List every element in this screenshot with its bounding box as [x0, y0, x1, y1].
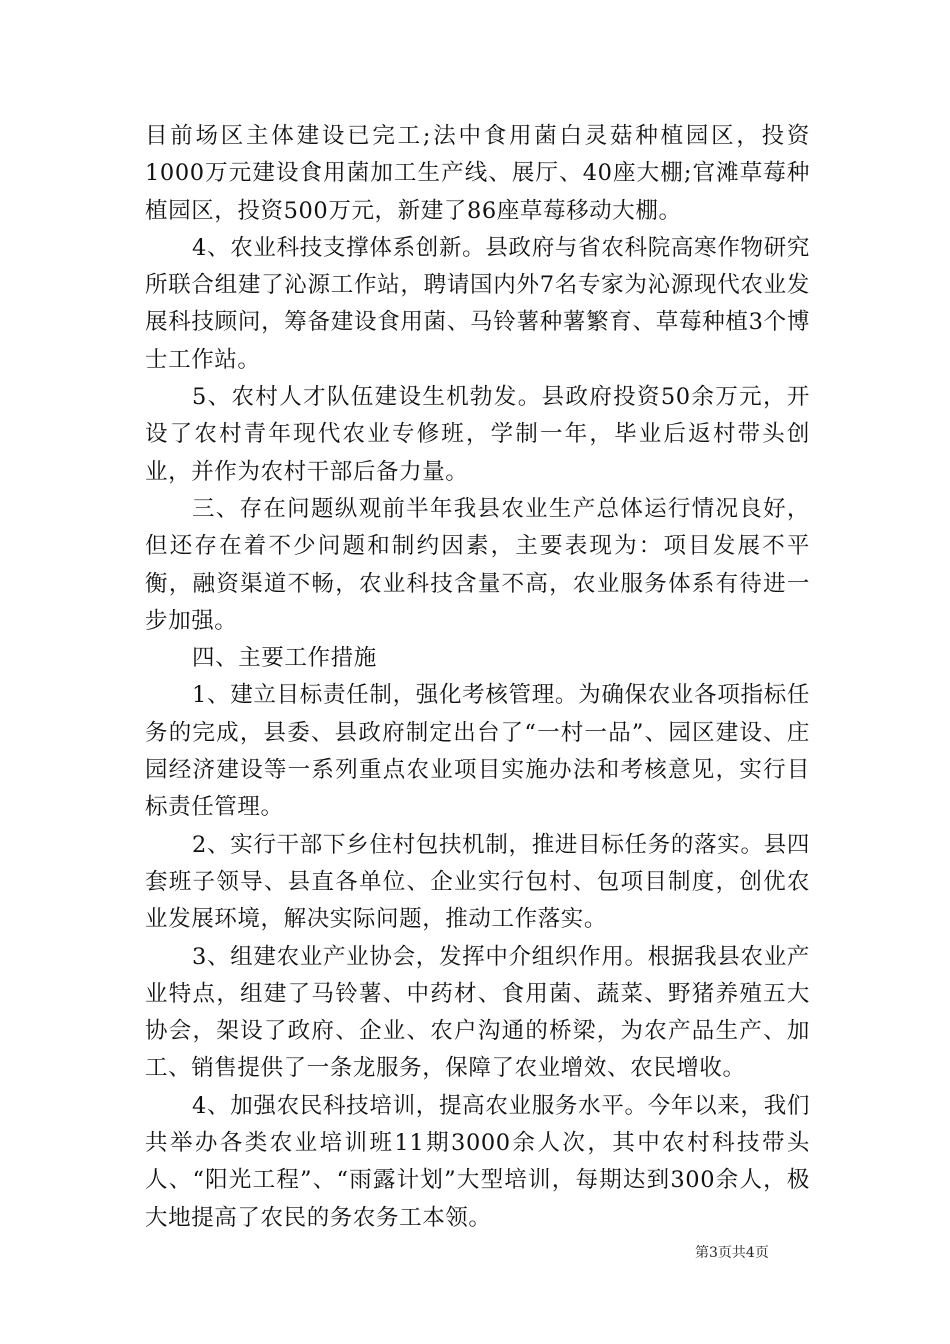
paragraph-continued-investment: 目前场区主体建设已完工;法中食用菌白灵菇种植园区，投资1000万元建设食用菌加工生产线、展厅、40座大棚;官滩草莓种植园区，投资500万元，新建了86座草莓移动大棚。 [145, 123, 810, 224]
page-number-footer: 第3页共4页 [695, 1245, 769, 1261]
paragraph-talent-team: 5、农村人才队伍建设生机勃发。县政府投资50余万元，开设了农村青年现代农业专修班，学制一年，毕业后返村带头创业，并作为农村干部后备力量。 [145, 384, 810, 485]
paragraph-measure-2: 2、实行干部下乡住村包扶机制，推进目标任务的落实。县四套班子领导、县直各单位、企业实行包村、包项目制度，创优农业发展环境，解决实际问题，推动工作落实。 [145, 831, 810, 933]
paragraph-measure-1: 1、建立目标责任制，强化考核管理。为确保农业各项指标任务的完成，县委、县政府制定出台了“一村一品”、园区建设、庄园经济建设等一系列重点农业项目实施办法和考核意见，实行目标责任管理。 [145, 682, 810, 821]
paragraph-measure-4: 4、加强农民科技培训，提高农业服务水平。今年以来，我们共举办各类农业培训班11期3000余人次，其中农村科技带头人、“阳光工程”、“雨露计划”大型培训，每期达到300余人，极大地提高了农民的务农务工本领。 [145, 1092, 810, 1231]
section-heading-main-measures: 四、主要工作措施 [192, 645, 377, 672]
paragraph-tech-support: 4、农业科技支撑体系创新。县政府与省农科院高寒作物研究所联合组建了沁源工作站，聘请国内外7名专家为沁源现代农业发展科技顾问，筹备建设食用菌、马铃薯种薯繁育、草莓种植3个博士工作站。 [145, 234, 810, 373]
paragraph-existing-problems: 三、存在问题纵观前半年我县农业生产总体运行情况良好，但还存在着不少问题和制约因素，主要表现为：项目发展不平衡，融资渠道不畅，农业科技含量不高，农业服务体系有待进一步加强。 [145, 495, 810, 634]
document-body [145, 118, 810, 1237]
paragraph-measure-3: 3、组建农业产业协会，发挥中介组织作用。根据我县农业产业特点，组建了马铃薯、中药材、食用菌、蔬菜、野猪养殖五大协会，架设了政府、企业、农户沟通的桥梁，为农产品生产、加工、销售提供了一条龙服务，保障了农业增效、农民增收。 [145, 943, 810, 1082]
